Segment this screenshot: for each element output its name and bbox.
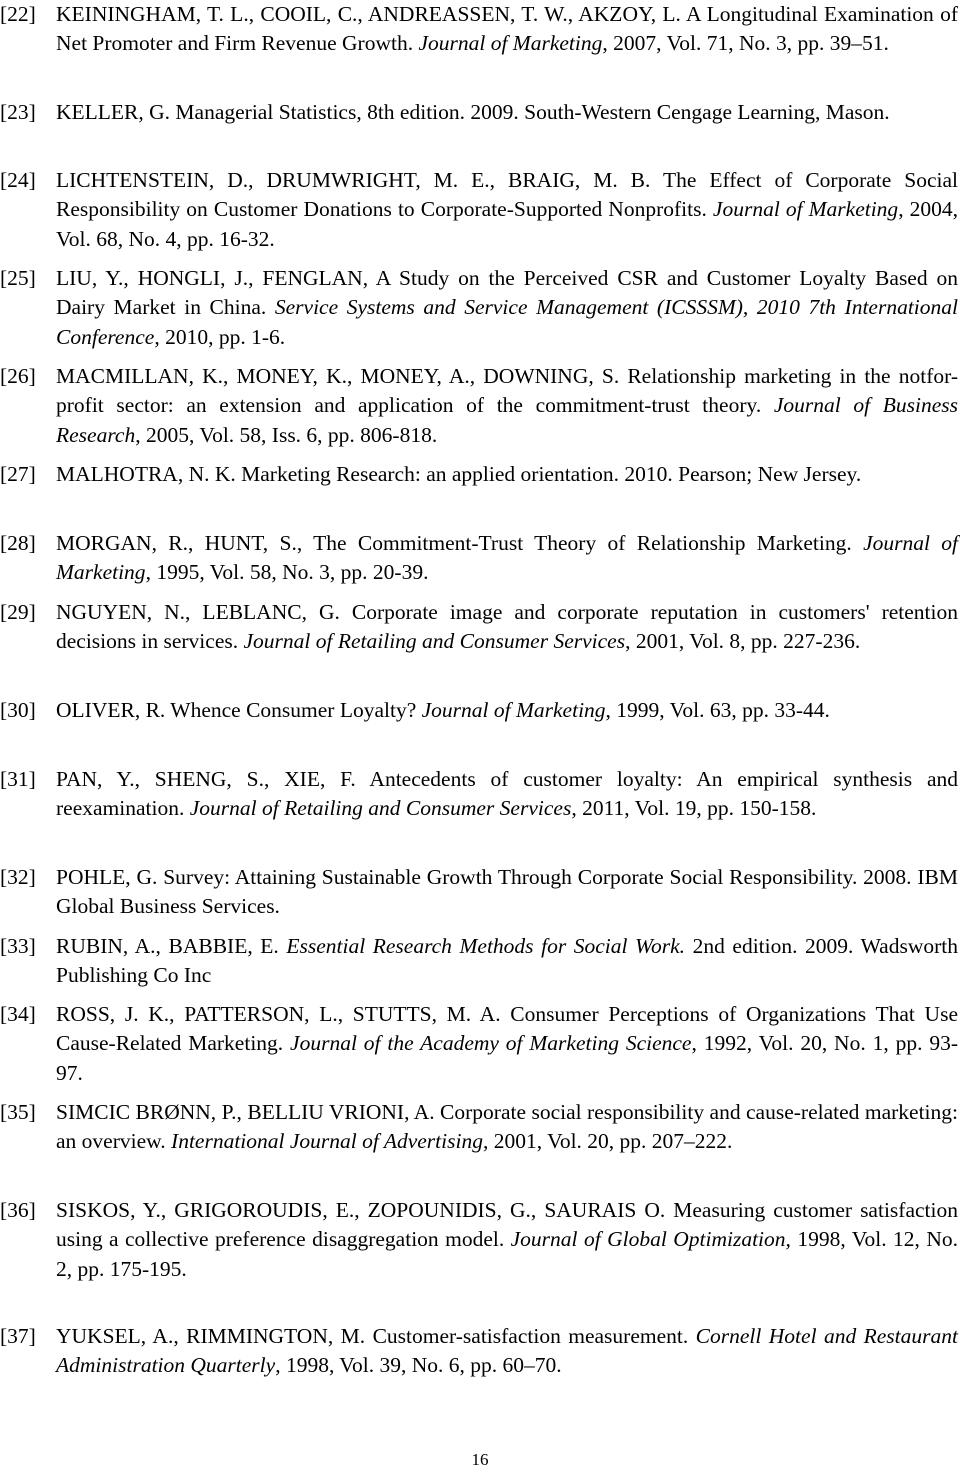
reference-text-segment: MACMILLAN, K., MONEY, K., MONEY, A., DOWNING, S. Relationship marketing in the notfor- profit sector: an extension and application of the commitment-trust theory. [56,364,958,418]
page-number: 16 [471,1450,489,1469]
reference-text-segment: PAN, Y., SHENG, S., XIE, F. Antecedents of customer loyalty: An empirical synthesis and reexamination. [56,767,958,821]
reference-text [56,168,958,251]
reference-text-segment: , 1999, Vol. 63, pp. 33-44. [605,698,830,722]
reference-text [56,2,958,55]
reference-text [56,934,958,987]
reference-text [56,600,958,653]
reference-text-segment: LICHTENSTEIN, D., DRUMWRIGHT, M. E., BRAIG, M. B. The Effect of Corporate Social Responsibility on Customer Donations to Corporate-Supported Nonprofits. [56,168,958,222]
reference-number: [22] [0,2,36,26]
reference-text-segment: LIU, Y., HONGLI, J., FENGLAN, A Study on the Perceived CSR and Customer Loyalty Based on Dairy Market in China. [56,266,958,320]
reference-number: [25] [0,266,36,290]
reference-text-segment: OLIVER, R. Whence Consumer Loyalty? [56,698,422,722]
reference-text [56,364,958,447]
reference-source-title: Journal of Global Optimization, [510,1227,791,1252]
reference-number: [24] [0,168,36,192]
reference-number: [36] [0,1198,36,1222]
reference-source-title: Journal of Marketing [418,31,603,56]
reference-number: [35] [0,1100,36,1124]
reference-number: [32] [0,865,36,889]
reference-number: [23] [0,100,36,124]
reference-text-segment: , 2007, Vol. 71, No. 3, pp. 39–51. [602,31,889,56]
reference-text-segment: 1998, Vol. 12, No. 2, pp. 175-195. [56,1227,958,1281]
reference-text [56,531,958,584]
reference-number: [34] [0,1002,36,1026]
reference-text-segment: , 2004, Vol. 68, No. 4, pp. 16-32. [56,197,958,251]
reference-text [56,767,958,820]
reference-text [56,462,861,486]
reference-text-segment: SISKOS, Y., GRIGOROUDIS, E., ZOPOUNIDIS, G., SAURAIS O. Measuring customer satisfaction using a collective preference disaggregation model. [56,1198,958,1252]
reference-source-title: Service Systems and Service Management (ICSSSM), 2010 7th International Conference [56,295,958,349]
reference-text-segment: , 2011, Vol. 19, pp. 150-158. [571,796,817,821]
reference-entry [0,765,958,824]
reference-entry [0,460,958,489]
reference-entry [0,0,958,59]
reference-entry [0,362,958,450]
reference-text [56,1324,958,1377]
reference-text [56,698,830,722]
reference-source-title: Essential Research Methods for Social Work. [286,934,686,958]
reference-entry [0,696,958,725]
reference-entry [0,932,958,991]
reference-source-title: Cornell Hotel and Restaurant Administration Quarterly [56,1324,958,1378]
reference-text-segment: , 2001, Vol. 20, pp. 207–222. [482,1129,733,1154]
reference-entry [0,1098,958,1157]
reference-number: [29] [0,600,36,624]
reference-source-title: International Journal of Advertising [171,1129,483,1154]
reference-source-title: Journal of Marketing [421,698,606,722]
reference-text-segment: POHLE, G. Survey: Attaining Sustainable Growth Through Corporate Social Responsibility. 2008. IBM Global Business Services. [56,865,958,919]
reference-number: [28] [0,531,36,555]
reference-number: [30] [0,698,36,722]
reference-source-title: Journal of Business Research [56,393,958,447]
reference-source-title: Journal of Marketing [712,197,899,222]
reference-text [56,865,958,918]
reference-text-segment: , 1998, Vol. 39, No. 6, pp. 60–70. [275,1353,562,1378]
reference-number: [26] [0,364,36,388]
reference-text-segment: , 1995, Vol. 58, No. 3, pp. 20-39. [145,560,429,585]
reference-text [56,266,958,349]
reference-number: [27] [0,462,36,486]
reference-entry [0,166,958,254]
reference-entry [0,1322,958,1381]
reference-entry [0,264,958,352]
reference-text-segment: ROSS, J. K., PATTERSON, L., STUTTS, M. A. Consumer Perceptions of Organizations That Use Cause-Related Marketing. [56,1002,958,1056]
reference-text-segment: KELLER, G. Managerial Statistics, 8th edition. 2009. South-Western Cengage Learning, Mason. [56,100,890,124]
reference-text [56,1100,958,1153]
reference-text-segment: KEININGHAM, T. L., COOIL, C., ANDREASSEN, T. W., AKZOY, L. A Longitudinal Examination of Net Promoter and Firm Revenue Growth. [56,2,958,56]
reference-source-title: Journal of Retailing and Consumer Services [243,629,626,654]
reference-entry [0,1000,958,1088]
reference-entry [0,863,958,922]
reference-entry [0,1196,958,1284]
reference-text-segment: 2nd edition. 2009. Wadsworth Publishing Co Inc [56,934,958,988]
reference-text [56,100,890,124]
reference-source-title: Journal of Marketing [56,531,958,585]
reference-text-segment: MORGAN, R., HUNT, S., The Commitment-Trust Theory of Relationship Marketing. [56,531,864,555]
reference-source-title: Journal of the Academy of Marketing Science [290,1031,692,1056]
reference-text-segment: RUBIN, A., BABBIE, E. [56,934,287,958]
reference-text [56,1002,958,1085]
reference-entry [0,529,958,588]
reference-text-segment: YUKSEL, A., RIMMINGTON, M. Customer-satisfaction measurement. [56,1324,696,1348]
reference-text-segment: , 2010, pp. 1-6. [154,324,286,349]
reference-text-segment: MALHOTRA, N. K. Marketing Research: an applied orientation. 2010. Pearson; New Jersey. [56,462,862,486]
reference-text-segment: SIMCIC BRØNN, P., BELLIU VRIONI, A. Corporate social responsibility and cause-related marketing: an overview. [56,1100,958,1154]
reference-text-segment: NGUYEN, N., LEBLANC, G. Corporate image and corporate reputation in customers' retention decisions in services. [56,600,958,654]
reference-number: [37] [0,1324,36,1348]
reference-text-segment: , 2005, Vol. 58, Iss. 6, pp. 806-818. [135,422,438,447]
reference-text [56,1198,958,1281]
reference-text-segment: , 2001, Vol. 8, pp. 227-236. [625,629,861,654]
reference-number: [33] [0,934,36,958]
reference-entry [0,98,958,127]
reference-number: [31] [0,767,36,791]
reference-source-title: Journal of Retailing and Consumer Services [189,796,572,821]
reference-text-segment: , 1992, Vol. 20, No. 1, pp. 93- 97. [56,1031,958,1085]
reference-entry [0,598,958,657]
